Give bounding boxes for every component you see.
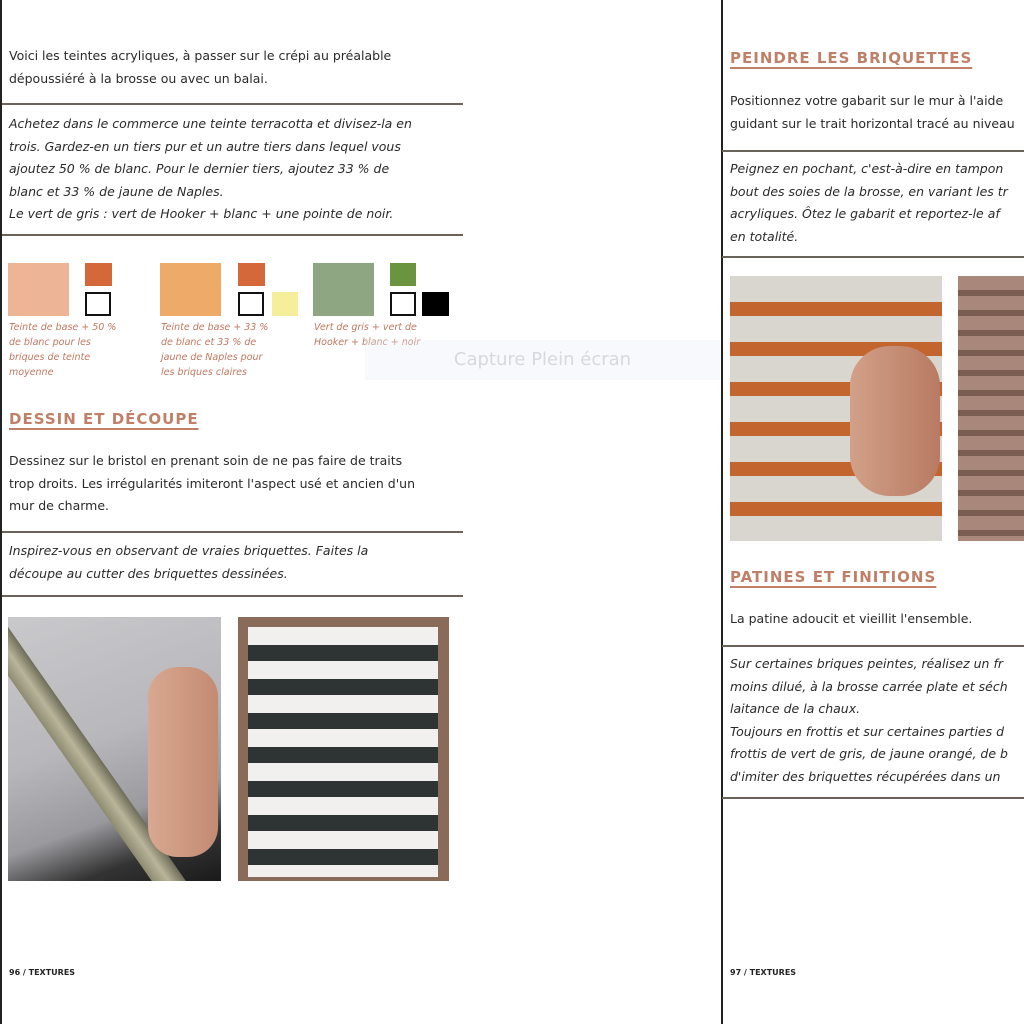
paragraph: La patine adoucit et vieillit l'ensemble. bbox=[730, 611, 973, 626]
divider bbox=[0, 103, 463, 105]
swatch-terracotta bbox=[238, 263, 265, 286]
page-gutter bbox=[721, 0, 723, 1024]
swatch-white bbox=[238, 292, 264, 316]
page-edge bbox=[0, 0, 2, 1024]
swatch-hooker-green bbox=[390, 263, 416, 286]
divider bbox=[0, 595, 463, 597]
tip-block: Inspirez-vous en observant de vraies briquettes. Faites la découpe au cutter des briquettes dessinées. bbox=[9, 543, 369, 581]
paragraph: Dessinez sur le bristol en prenant soin de ne pas faire de traits trop droits. Les irrégularités imiteront l'aspect usé et ancien d'un mur de charme. bbox=[9, 453, 416, 513]
swatch-caption-2: Teinte de base + 33 % de blanc et 33 % de jaune de Naples pour les briques claires bbox=[161, 322, 269, 378]
text-line: ajoutez 50 % de blanc. Pour le dernier tiers, ajoutez 33 % de bbox=[9, 161, 390, 176]
section-heading: PATINES ET FINITIONS bbox=[730, 568, 937, 586]
tip-block bbox=[9, 113, 412, 226]
paragraph: Positionnez votre gabarit sur le mur à l'aide guidant sur le trait horizontal tracé au niveau bbox=[730, 93, 1015, 131]
divider bbox=[0, 531, 463, 533]
photo-cut-stencil bbox=[238, 617, 449, 881]
divider bbox=[722, 150, 1024, 152]
photo-painting-bricks bbox=[730, 276, 942, 541]
text-line: trois. Gardez-en un tiers pur et un autre tiers dans lequel vous bbox=[9, 138, 401, 154]
swatch-base-3 bbox=[313, 263, 374, 316]
divider bbox=[722, 645, 1024, 647]
text-line: Voici les teintes acryliques, à passer sur le crépi au préalable bbox=[9, 48, 392, 63]
page-footer: 96 / TEXTURES bbox=[9, 968, 76, 977]
divider bbox=[722, 256, 1024, 258]
section-heading: PEINDRE LES BRIQUETTES bbox=[730, 49, 973, 67]
text-line: dépoussiéré à la brosse ou avec un balai. bbox=[9, 70, 268, 86]
divider bbox=[722, 797, 1024, 799]
text-line: Le vert de gris : vert de Hooker + blanc + une pointe de noir. bbox=[9, 206, 394, 221]
swatch-white bbox=[390, 292, 416, 316]
photo-ruler-cutting bbox=[8, 617, 221, 881]
intro-paragraph bbox=[9, 45, 391, 90]
swatch-terracotta bbox=[85, 263, 112, 286]
swatch-caption-3: Vert de gris + vert de Hooker + blanc + noir bbox=[314, 322, 421, 348]
text-line: blanc et 33 % de jaune de Naples. bbox=[9, 183, 224, 199]
page-footer: 97 / TEXTURES bbox=[730, 968, 797, 977]
screen-capture-watermark: Capture Plein écran bbox=[365, 340, 720, 380]
swatch-black bbox=[422, 292, 449, 316]
swatch-base-1 bbox=[8, 263, 69, 316]
tip-block: Sur certaines briques peintes, réalisez un fr moins dilué, à la brosse carrée plate et séch laitance de la chaux. Toujours en frottis et sur certaines parties d frottis de vert de gris, de jaune orangé, de b d'imiter des briquettes récupérées dans un bbox=[730, 656, 1008, 784]
swatch-base-2 bbox=[160, 263, 221, 316]
photo-brick-wall bbox=[958, 276, 1024, 541]
swatch-caption-1: Teinte de base + 50 % de blanc pour les briques de teinte moyenne bbox=[9, 322, 117, 378]
swatch-naples-yellow bbox=[272, 292, 298, 316]
divider bbox=[0, 234, 463, 236]
section-heading: DESSIN ET DÉCOUPE bbox=[9, 410, 199, 428]
text-line: Achetez dans le commerce une teinte terracotta et divisez-la en bbox=[9, 116, 412, 131]
tip-block: Peignez en pochant, c'est-à-dire en tampon bout des soies de la brosse, en variant les tr acryliques. Ôtez le gabarit et reportez-le af en totalité. bbox=[730, 161, 1008, 244]
swatch-white bbox=[85, 292, 111, 316]
